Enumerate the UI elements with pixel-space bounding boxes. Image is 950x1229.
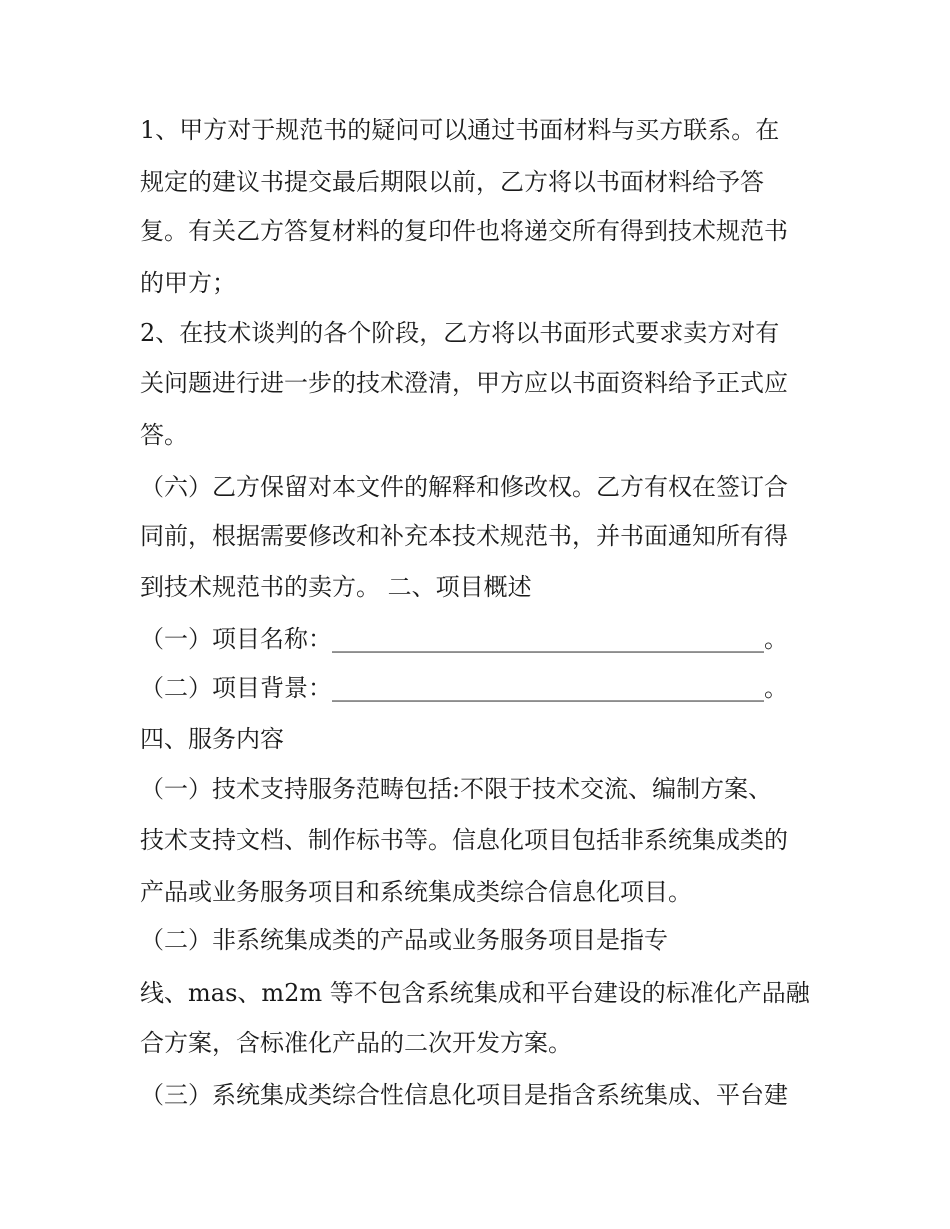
text-line: 线、mas、m2m 等不包含系统集成和平台建设的标准化产品融 xyxy=(140,979,810,1007)
text-line: 1、甲方对于规范书的疑问可以通过书面材料与买方联系。在 xyxy=(140,116,780,144)
text-line: 复。有关乙方答复材料的复印件也将递交所有得到技术规范书 xyxy=(140,217,788,245)
text-line: （二）非系统集成类的产品或业务服务项目是指专 xyxy=(140,926,668,954)
section-heading: 四、服务内容 xyxy=(140,725,284,753)
text-line: 2、在技术谈判的各个阶段，乙方将以书面形式要求卖方对有 xyxy=(140,319,780,347)
text-line: 规定的建议书提交最后期限以前，乙方将以书面材料给予答 xyxy=(140,168,764,196)
text-line: （六）乙方保留对本文件的解释和修改权。乙方有权在签订合 xyxy=(140,473,788,501)
text-line: 答。 xyxy=(140,421,188,449)
text-line: 关问题进行进一步的技术澄清，甲方应以书面资料给予正式应 xyxy=(140,369,788,397)
project-background-line: （二）项目背景：____________________________________。 xyxy=(140,674,788,702)
text-line: 技术支持文档、制作标书等。信息化项目包括非系统集成类的 xyxy=(140,826,788,854)
text-line: 到技术规范书的卖方。 二、项目概述 xyxy=(140,573,532,601)
text-line: 合方案，含标准化产品的二次开发方案。 xyxy=(140,1029,572,1057)
text-line: 的甲方； xyxy=(140,269,236,297)
text-line: 产品或业务服务项目和系统集成类综合信息化项目。 xyxy=(140,878,692,906)
text-line: （一）技术支持服务范畴包括:不限于技术交流、编制方案、 xyxy=(140,775,773,803)
text-line: （三）系统集成类综合性信息化项目是指含系统集成、平台建 xyxy=(140,1081,788,1109)
text-line: 同前，根据需要修改和补充本技术规范书，并书面通知所有得 xyxy=(140,522,788,550)
project-name-line: （一）项目名称：____________________________________。 xyxy=(140,625,788,653)
